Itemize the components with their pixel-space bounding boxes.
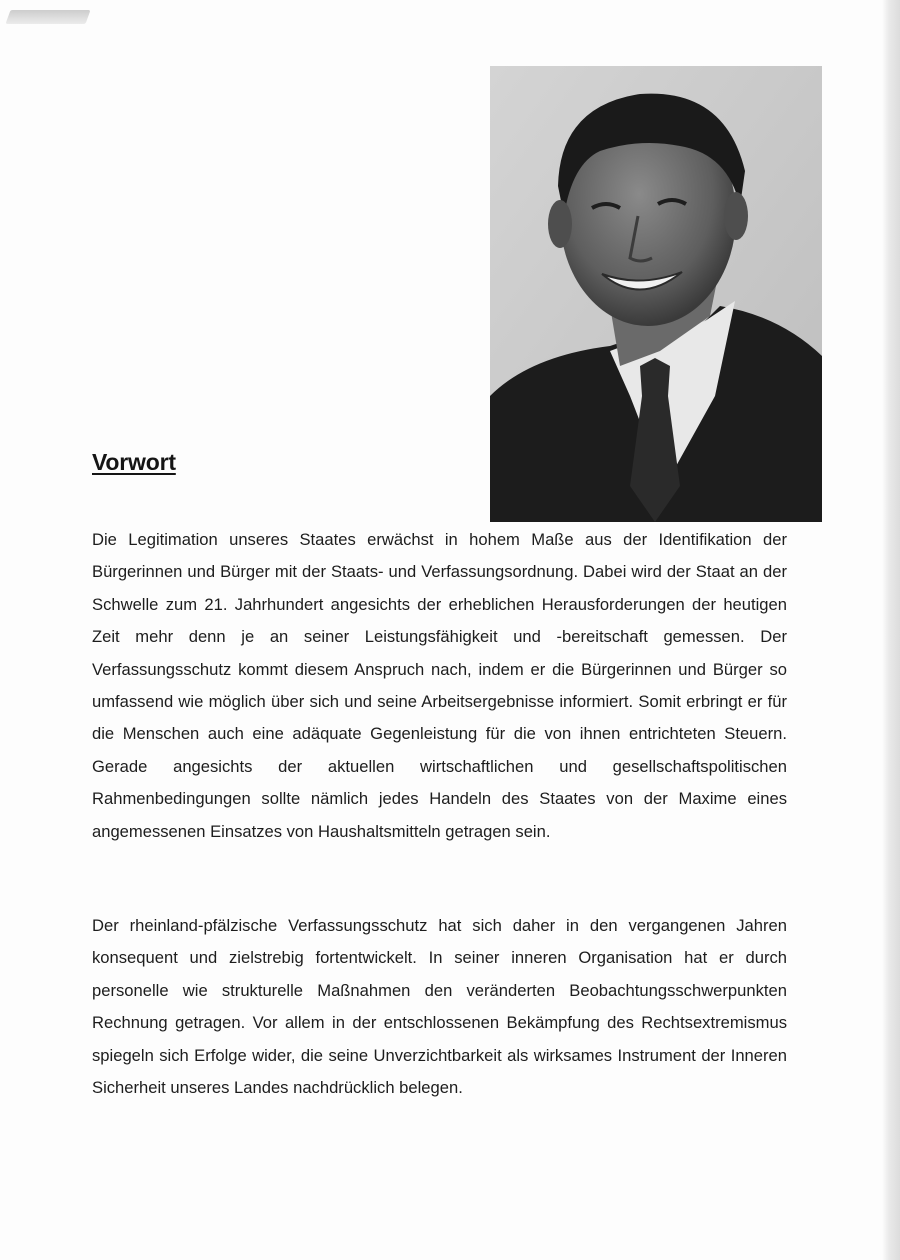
page-title: Vorwort <box>92 449 176 475</box>
paragraph: Der rheinland-pfälzische Verfassungsschutz hat sich daher in den vergangenen Jahren konsequent und zielstrebig fortentwickelt. In seiner inneren Organisation hat er durch personelle wie strukturelle Maßnahmen den veränderten Beobachtungsschwerpunkten Rechnung getragen. Vor allem in der entschlossenen Bekämpfung des Rechtsextremismus spiegeln sich Erfolge wider, die seine Unverzichtbarkeit als wirksames Instrument der Inneren Sicherheit unseres Landes nachdrücklich belegen. <box>92 916 787 1098</box>
scan-edge <box>882 0 900 1260</box>
scan-artifact <box>5 10 90 24</box>
portrait-photo-icon <box>490 66 822 522</box>
paragraph: Die Legitimation unseres Staates erwächst in hohem Maße aus der Identifikation der Bürgerinnen und Bürger mit der Staats- und Verfassungsordnung. Dabei wird der Staat an der Schwelle zum 21. Jahrhundert angesichts der erheblichen Herausforderungen der heutigen Zeit mehr denn je an seiner Leistungsfähigkeit und -bereitschaft gemessen. Der Verfassungsschutz kommt diesem Anspruch nach, indem er die Bürgerinnen und Bürger so umfassend wie möglich über sich und seine Arbeitsergebnisse informiert. Somit erbringt er für die Menschen auch eine adäquate Gegenleistung für die von ihnen entrichteten Steuern. Gerade angesichts der aktuellen wirtschaftlichen und gesellschaftspolitischen Rahmenbedingungen sollte nämlich jedes Handeln des Staates von der Maxime eines angemessenen Einsatzes von Haushaltsmitteln getragen sein. <box>92 530 787 841</box>
